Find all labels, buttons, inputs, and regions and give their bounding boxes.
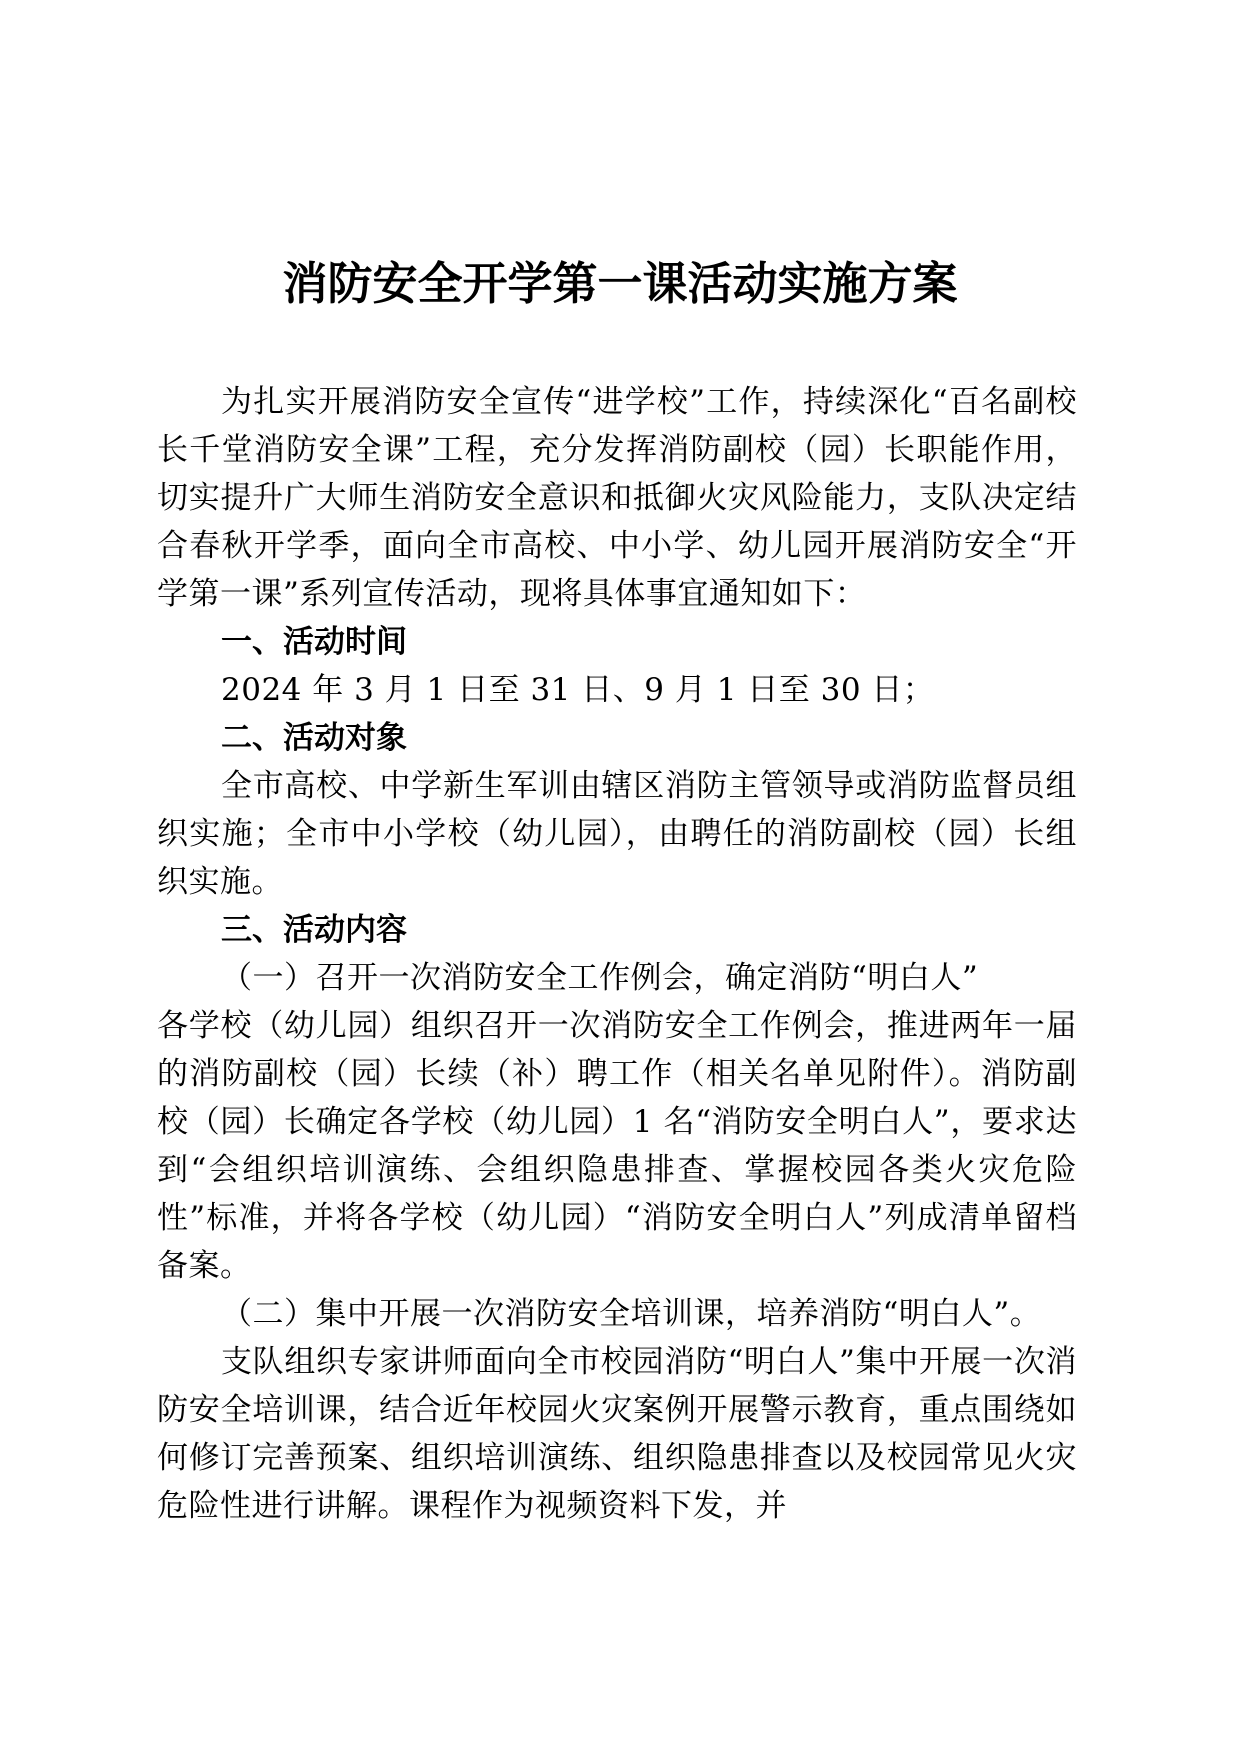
intro-paragraph: 为扎实开展消防安全宣传“进学校”工作，持续深化“百名副校长千堂消防安全课”工程，充分发挥消防副校（园）长职能作用，切实提升广大师生消防安全意识和抵御火灾风险能力，支队决定结合春秋开学季，面向全市高校、中小学、幼儿园开展消防安全“开学第一课”系列宣传活动，现将具体事宜通知如下： [157,384,1077,612]
content-item-2-text: 支队组织专家讲师面向全市校园消防“明白人”集中开展一次消防安全培训课，结合近年校园火灾案例开展警示教育，重点围绕如何修订完善预案、组织培训演练、组织隐患排查以及校园常见火灾危险性进行讲解。课程作为视频资料下发，并 [157,1344,1077,1524]
section-heading-audience: 二、活动对象 [221,720,407,756]
content-item-2-heading: （二）集中开展一次消防安全培训课，培养消防“明白人”。 [221,1296,1042,1332]
section-text-audience: 全市高校、中学新生军训由辖区消防主管领导或消防监督员组织实施；全市中小学校（幼儿园），由聘任的消防副校（园）长组织实施。 [157,768,1077,900]
document-body [157,378,1077,1530]
content-item-1-text: 各学校（幼儿园）组织召开一次消防安全工作例会，推进两年一届的消防副校（园）长续（补）聘工作（相关名单见附件）。消防副校（园）长确定各学校（幼儿园）1 名“消防安全明白人”，要求达到“会组织培训演练、会组织隐患排查、掌握校园各类火灾危险性”标准，并将各学校（幼儿园）“消防安全明白人”列成清单留档备案。 [157,1008,1077,1284]
document-title: 消防安全开学第一课活动实施方案 [282,257,958,310]
content-item-1-heading: （一）召开一次消防安全工作例会，确定消防“明白人” [221,960,979,996]
section-text-time: 2024 年 3 月 1 日至 31 日、9 月 1 日至 30 日； [221,672,935,708]
section-heading-time: 一、活动时间 [221,624,407,660]
section-heading-content: 三、活动内容 [221,912,407,948]
